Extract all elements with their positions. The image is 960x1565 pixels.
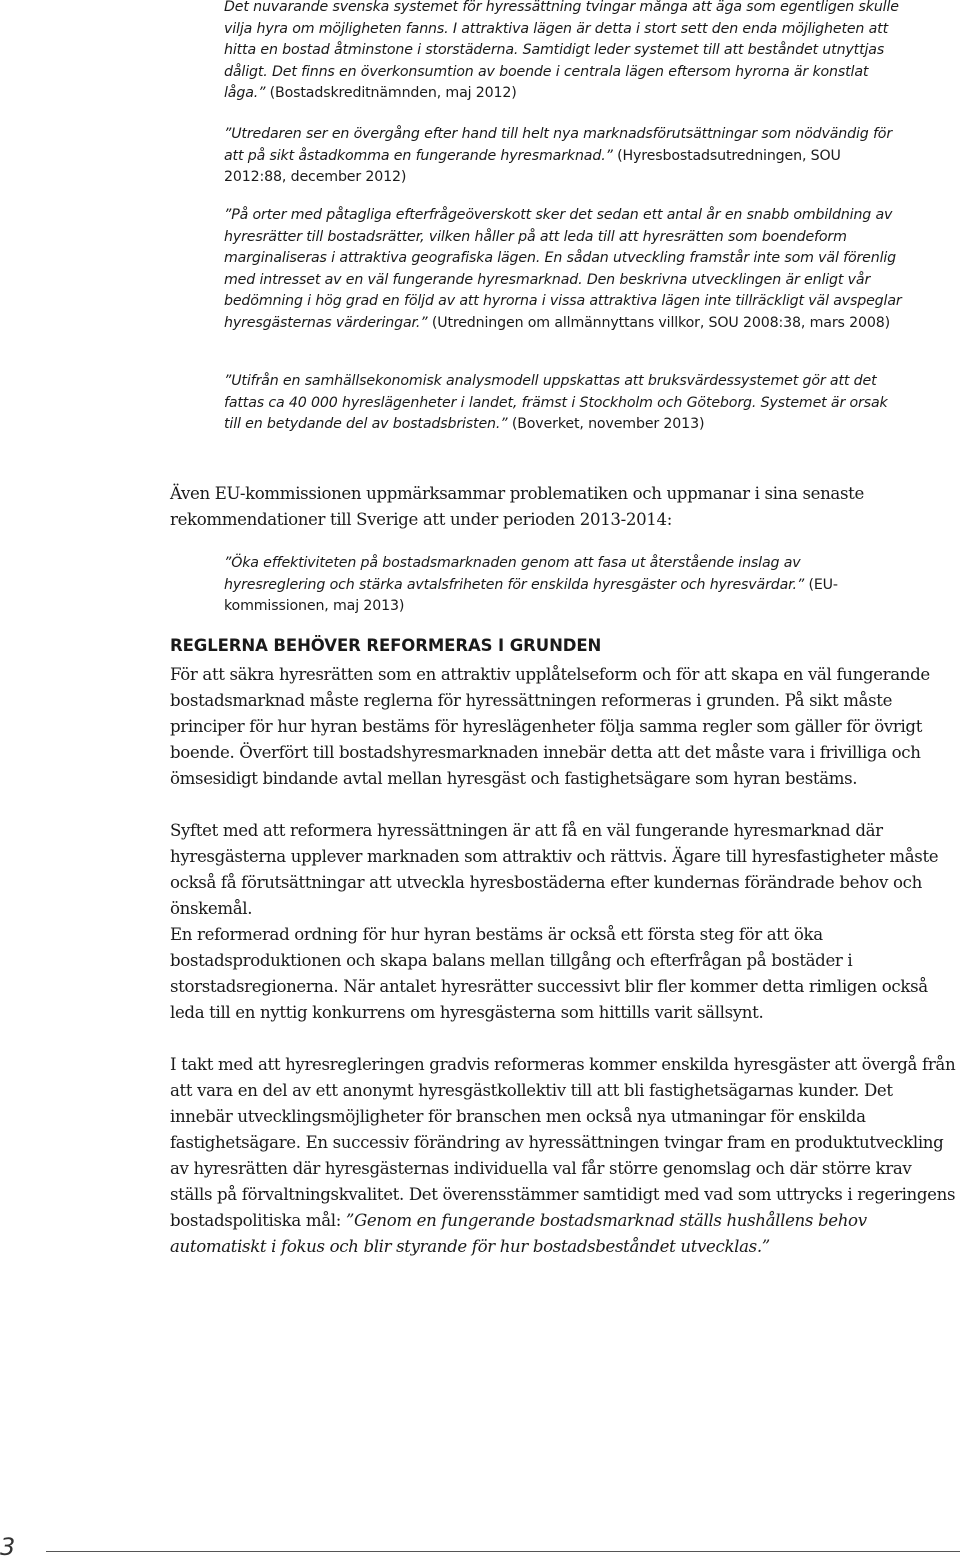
quote-text: ”Utifrån en samhällsekonomisk analysmodell uppskattas att bruksvärdessystemet gör att det fattas ca 40 000 hyreslägenheter i landet, främst i Stockholm och Göteborg. Systemet är orsak till en betydande del av bostadsbristen.” — [224, 373, 888, 432]
section-heading: REGLERNA BEHÖVER REFORMERAS I GRUNDEN — [170, 636, 602, 655]
body-paragraph-2: Syftet med att reformera hyressättningen är att få en väl fungerande hyresmarknad där hyresgästerna upplever marknaden som attraktiv och rättvis. Ägare till hyresfastigheter måste också få förutsättningar att utveckla hyresbostäderna efter kundernas förändrade behov och önskemål. — [170, 821, 939, 918]
quote-source: (Utredningen om allmännyttans villkor, SOU 2008:38, mars 2008) — [427, 314, 891, 331]
quote-text: Det nuvarande svenska systemet för hyressättning tvingar många att äga som egentligen skulle vilja hyra om möjligheten fanns. I attraktiva lägen är detta i stort sett den enda möjligheten att hitta en bostad åtminstone i storstäderna. Samtidigt leder systemet till att beståndet utnyttjas dåligt. Det finns en överkonsumtion av boende i centrala lägen eftersom hyrorna är konstlat låga.” — [224, 0, 899, 101]
quote-boverket — [224, 371, 904, 436]
quote-source: (Bostadskreditnämnden, maj 2012) — [265, 85, 517, 101]
quote-bostadskreditnamnden — [224, 0, 904, 105]
body-paragraph-3: En reformerad ordning för hur hyran bestäms är också ett första steg för att öka bostadsproduktionen och skapa balans mellan tillgång och efterfrågan på bostäder i storstadsregionerna. När antalet hyresrätter successivt blir fler kommer detta rimligen också leda till en nyttig konkurrens om hyresgästerna som hittills varit sällsynt. — [170, 925, 928, 1022]
quote-text: ”På orter med påtagliga efterfrågeöverskott sker det sedan ett antal år en snabb ombildning av hyresrätter till bostadsrätter, vilken håller på att leda till att hyresrätten som boendeform marginaliseras i attraktiva geografiska lägen. En sådan utveckling framstår inte som väl förenlig med intresset av en väl fungerande hyresmarknad. Den beskrivna utvecklingen är enligt vår bedömning i hög grad en följd av att hyrorna i vissa attraktiva lägen inte tillräckligt väl avspeglar hyresgästernas värderingar.” — [224, 207, 902, 331]
quote-allmannyttan-utredning — [224, 205, 904, 334]
quote-source: (Boverket, november 2013) — [507, 416, 705, 432]
body-paragraph-4 — [170, 1052, 956, 1260]
quote-eu-kommissionen — [224, 553, 904, 618]
quote-source: (Hyresbostadsutredningen, SOU 2012:88, december 2012) — [224, 147, 841, 185]
page-number: 3 — [0, 1533, 16, 1561]
quoted-policy-goal: ”Genom en fungerande bostadsmarknad ställs hushållens behov automatiskt i fokus och blir styrande för hur bostadsbeståndet utvecklas.” — [170, 1211, 867, 1256]
eu-intro-paragraph: Även EU-kommissionen uppmärksammar problematiken och uppmanar i sina senaste rekommendationer till Sverige att under perioden 2013-2014: — [170, 484, 864, 529]
quote-text: ”Utredaren ser en övergång efter hand till helt nya marknadsförutsättningar som nödvändig för att på sikt åstadkomma en fungerande hyresmarknad.” — [224, 126, 893, 164]
body-paragraph-1: För att säkra hyresrätten som en attraktiv upplåtelseform och för att skapa en väl fungerande bostadsmarknad måste reglerna för hyressättningen reformeras i grunden. På sikt måste principer för hur hyran bestäms för hyreslägenheter följa samma regler som gäller för övrigt boende. Överfört till bostadshyresmarknaden innebär detta att det måste vara i frivilliga och ömsesidigt bindande avtal mellan hyresgäst och fastighetsägare som hyran bestäms. — [170, 665, 930, 788]
quote-hyresbostadsutredningen — [224, 124, 904, 189]
paragraph-text: I takt med att hyresregleringen gradvis reformeras kommer enskilda hyresgäster att övergå från att vara en del av ett anonymt hyresgästkollektiv till att bli fastighetsägarnas kunder. Det innebär utvecklingsmöjligheter för branschen men också nya utmaningar för enskilda fastighetsägare. En successiv förändring av hyressättningen tvingar fram en produktutveckling av hyresrätten där hyresgästernas individuella val får större genomslag och där större krav ställs på förvaltningskvalitet. Det överensstämmer samtidigt med vad som uttrycks i regeringens bostadspolitiska mål: — [170, 1055, 956, 1230]
quote-source: (EU-kommissionen, maj 2013) — [224, 576, 838, 614]
quote-text: ”Öka effektiviteten på bostadsmarknaden genom att fasa ut återstående inslag av hyresreglering och stärka avtalsfriheten för enskilda hyresgäster och hyresvärdar.” — [224, 555, 805, 593]
footer-divider — [46, 1551, 960, 1552]
